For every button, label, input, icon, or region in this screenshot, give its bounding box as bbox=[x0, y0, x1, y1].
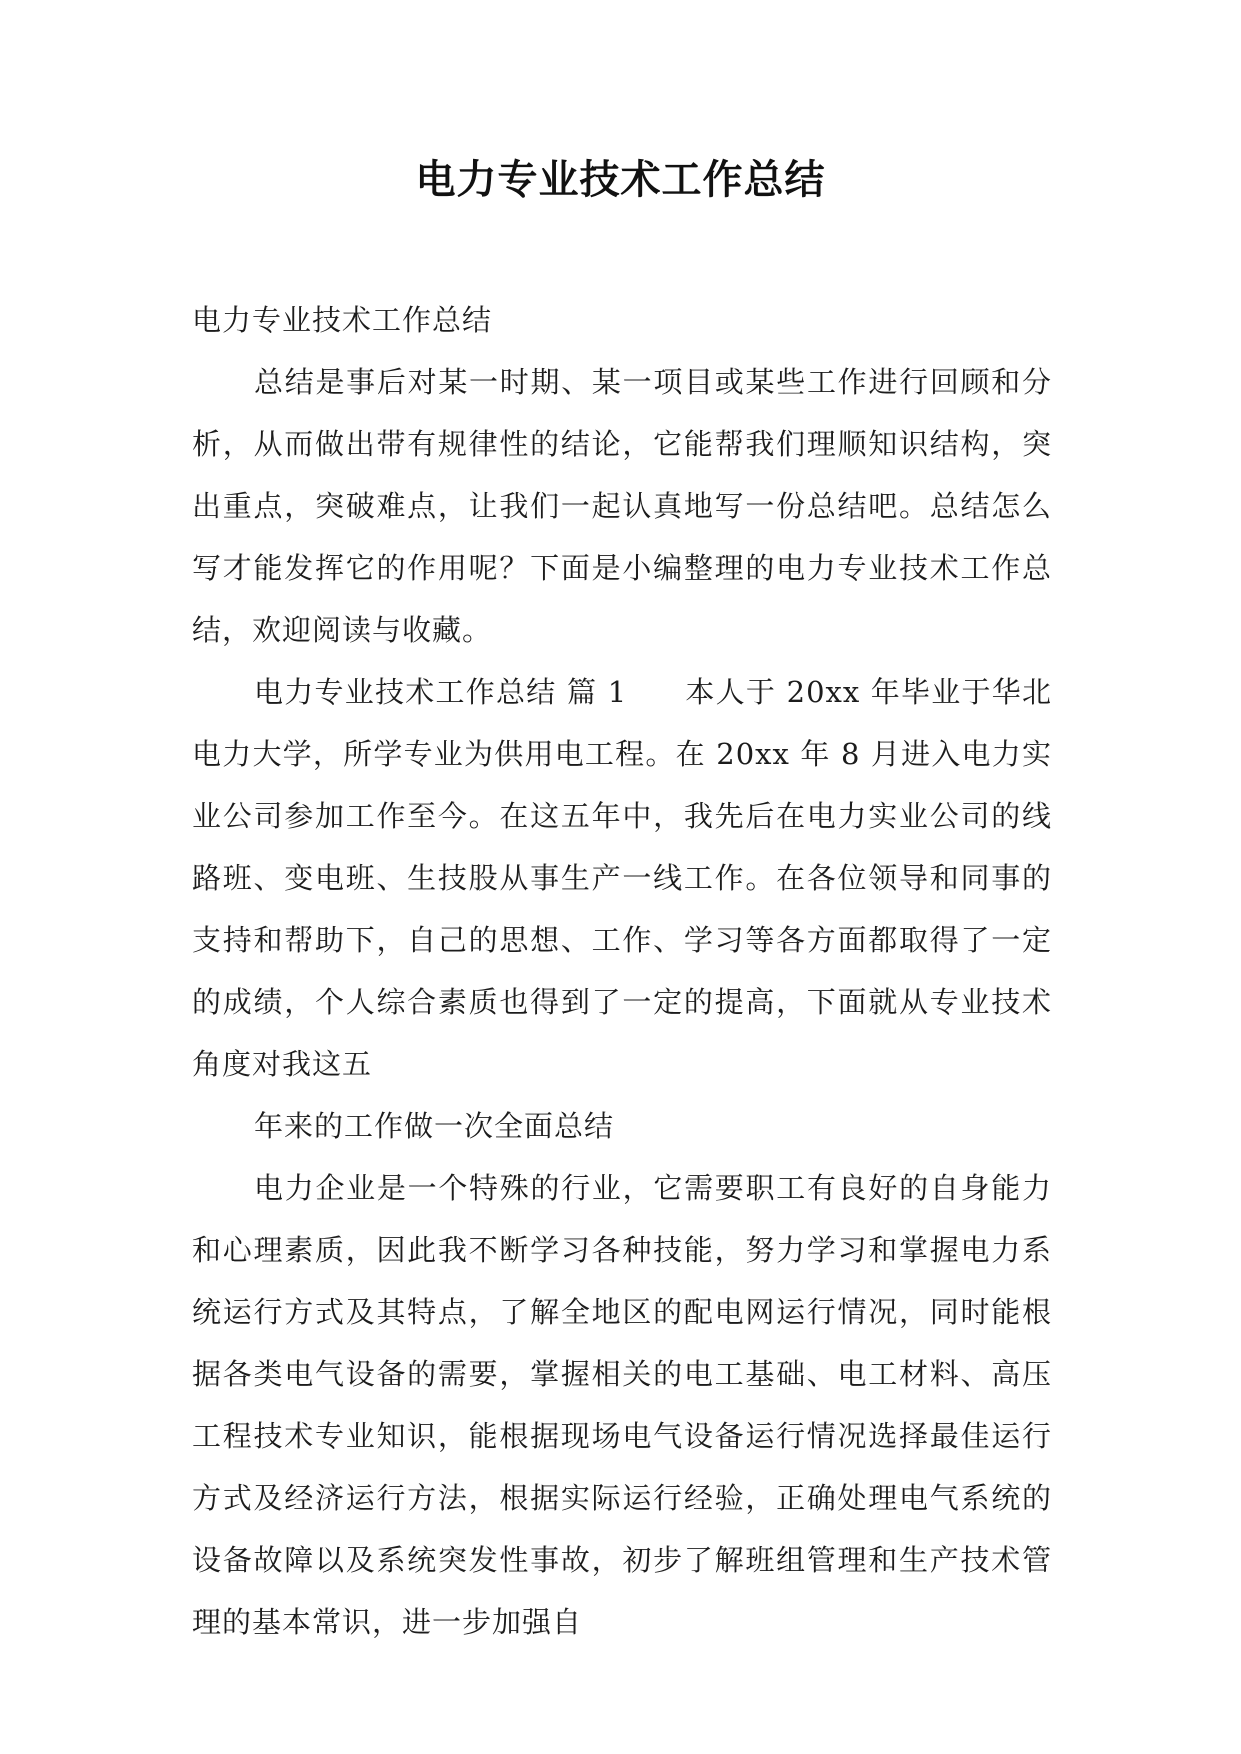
paragraph-intro: 总结是事后对某一时期、某一项目或某些工作进行回顾和分析，从而做出带有规律性的结论，它能帮我们理顺知识结构，突出重点，突破难点，让我们一起认真地写一份总结吧。总结怎么写才能发挥它的作用呢？下面是小编整理的电力专业技术工作总结，欢迎阅读与收藏。 bbox=[192, 365, 1052, 647]
paragraph-industry: 电力企业是一个特殊的行业，它需要职工有良好的自身能力和心理素质，因此我不断学习各种技能，努力学习和掌握电力系统运行方式及其特点，了解全地区的配电网运行情况，同时能根据各类电气设备的需要，掌握相关的电工基础、电工材料、高压工程技术专业知识，能根据现场电气设备运行情况选择最佳运行方式及经济运行方法，根据实际运行经验，正确处理电气系统的设备故障以及系统突发性事故，初步了解班组管理和生产技术管理的基本常识，进一步加强自 bbox=[192, 1171, 1052, 1639]
document-body bbox=[192, 289, 1052, 1653]
paragraph-continuation: 年来的工作做一次全面总结 bbox=[254, 1109, 615, 1143]
document-title: 电力专业技术工作总结 bbox=[415, 157, 826, 203]
part-1-body: 本人于 20xx 年毕业于华北电力大学，所学专业为供用电工程。在 20xx 年 8 月进入电力实业公司参加工作至今。在这五年中，我先后在电力实业公司的线路班、变电班、生技股从事生产一线工作。在各位领导和同事的支持和帮助下，自己的思想、工作、学习等各方面都取得了一定的成绩，个人综合素质也得到了一定的提高，下面就从专业技术角度对我这五 bbox=[192, 675, 1052, 1081]
paragraph-subtitle: 电力专业技术工作总结 bbox=[192, 303, 493, 337]
part-1-heading: 电力专业技术工作总结 篇 1 bbox=[254, 675, 628, 709]
paragraph-part-1 bbox=[192, 661, 1052, 1095]
